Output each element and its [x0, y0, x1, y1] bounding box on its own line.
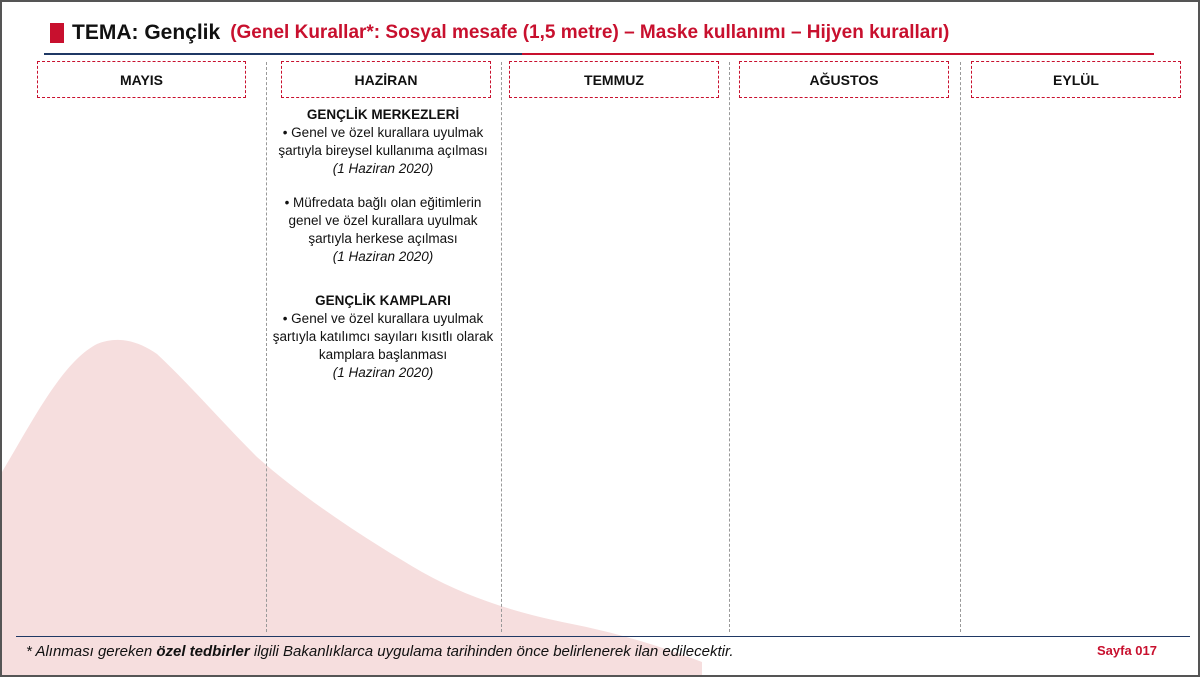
page-number: Sayfa 017	[1097, 643, 1157, 658]
june-column-content	[270, 106, 496, 382]
column-divider	[960, 62, 961, 632]
month-header-may: MAYIS	[37, 61, 246, 98]
title-main: TEMA: Gençlik	[72, 21, 221, 44]
bullet-text: • Genel ve özel kurallara uyulmak şartıyla bireysel kullanıma açılması	[278, 125, 488, 158]
bullet-date: (1 Haziran 2020)	[332, 365, 434, 380]
month-header-september: EYLÜL	[971, 61, 1181, 98]
column-divider	[501, 62, 502, 632]
slide-title	[50, 18, 949, 48]
footnote-bold: özel tedbirler	[156, 643, 250, 660]
bullet-text: • Müfredata bağlı olan eğitimlerin genel ve özel kurallara uyulmak şartıyla herkese açılması	[284, 195, 482, 246]
title-marker-icon	[50, 23, 64, 43]
footnote-prefix: * Alınması gereken	[26, 643, 157, 660]
title-underline-red	[522, 53, 1154, 55]
section-title: GENÇLİK MERKEZLERİ	[306, 107, 460, 122]
month-header-june: HAZİRAN	[281, 61, 491, 98]
footnote-suffix: ilgili Bakanlıklarca uygulama tarihinden önce belirlenerek ilan edilecektir.	[249, 643, 734, 660]
bullet-text: • Genel ve özel kurallara uyulmak şartıyla katılımcı sayıları kısıtlı olarak kamplara başlanması	[272, 311, 494, 362]
bullet-date: (1 Haziran 2020)	[332, 249, 434, 264]
footnote	[26, 643, 734, 660]
background-mountain-shape	[2, 2, 1200, 677]
title-subtitle: (Genel Kurallar*: Sosyal mesafe (1,5 metre) – Maske kullanımı – Hijyen kuralları)	[230, 22, 950, 43]
column-divider	[729, 62, 730, 632]
footer-divider	[16, 636, 1190, 637]
section-title: GENÇLİK KAMPLARI	[315, 293, 451, 308]
column-divider	[266, 62, 267, 632]
month-header-july: TEMMUZ	[509, 61, 719, 98]
month-header-august: AĞUSTOS	[739, 61, 949, 98]
title-underline-navy	[44, 53, 522, 55]
bullet-date: (1 Haziran 2020)	[332, 161, 434, 176]
